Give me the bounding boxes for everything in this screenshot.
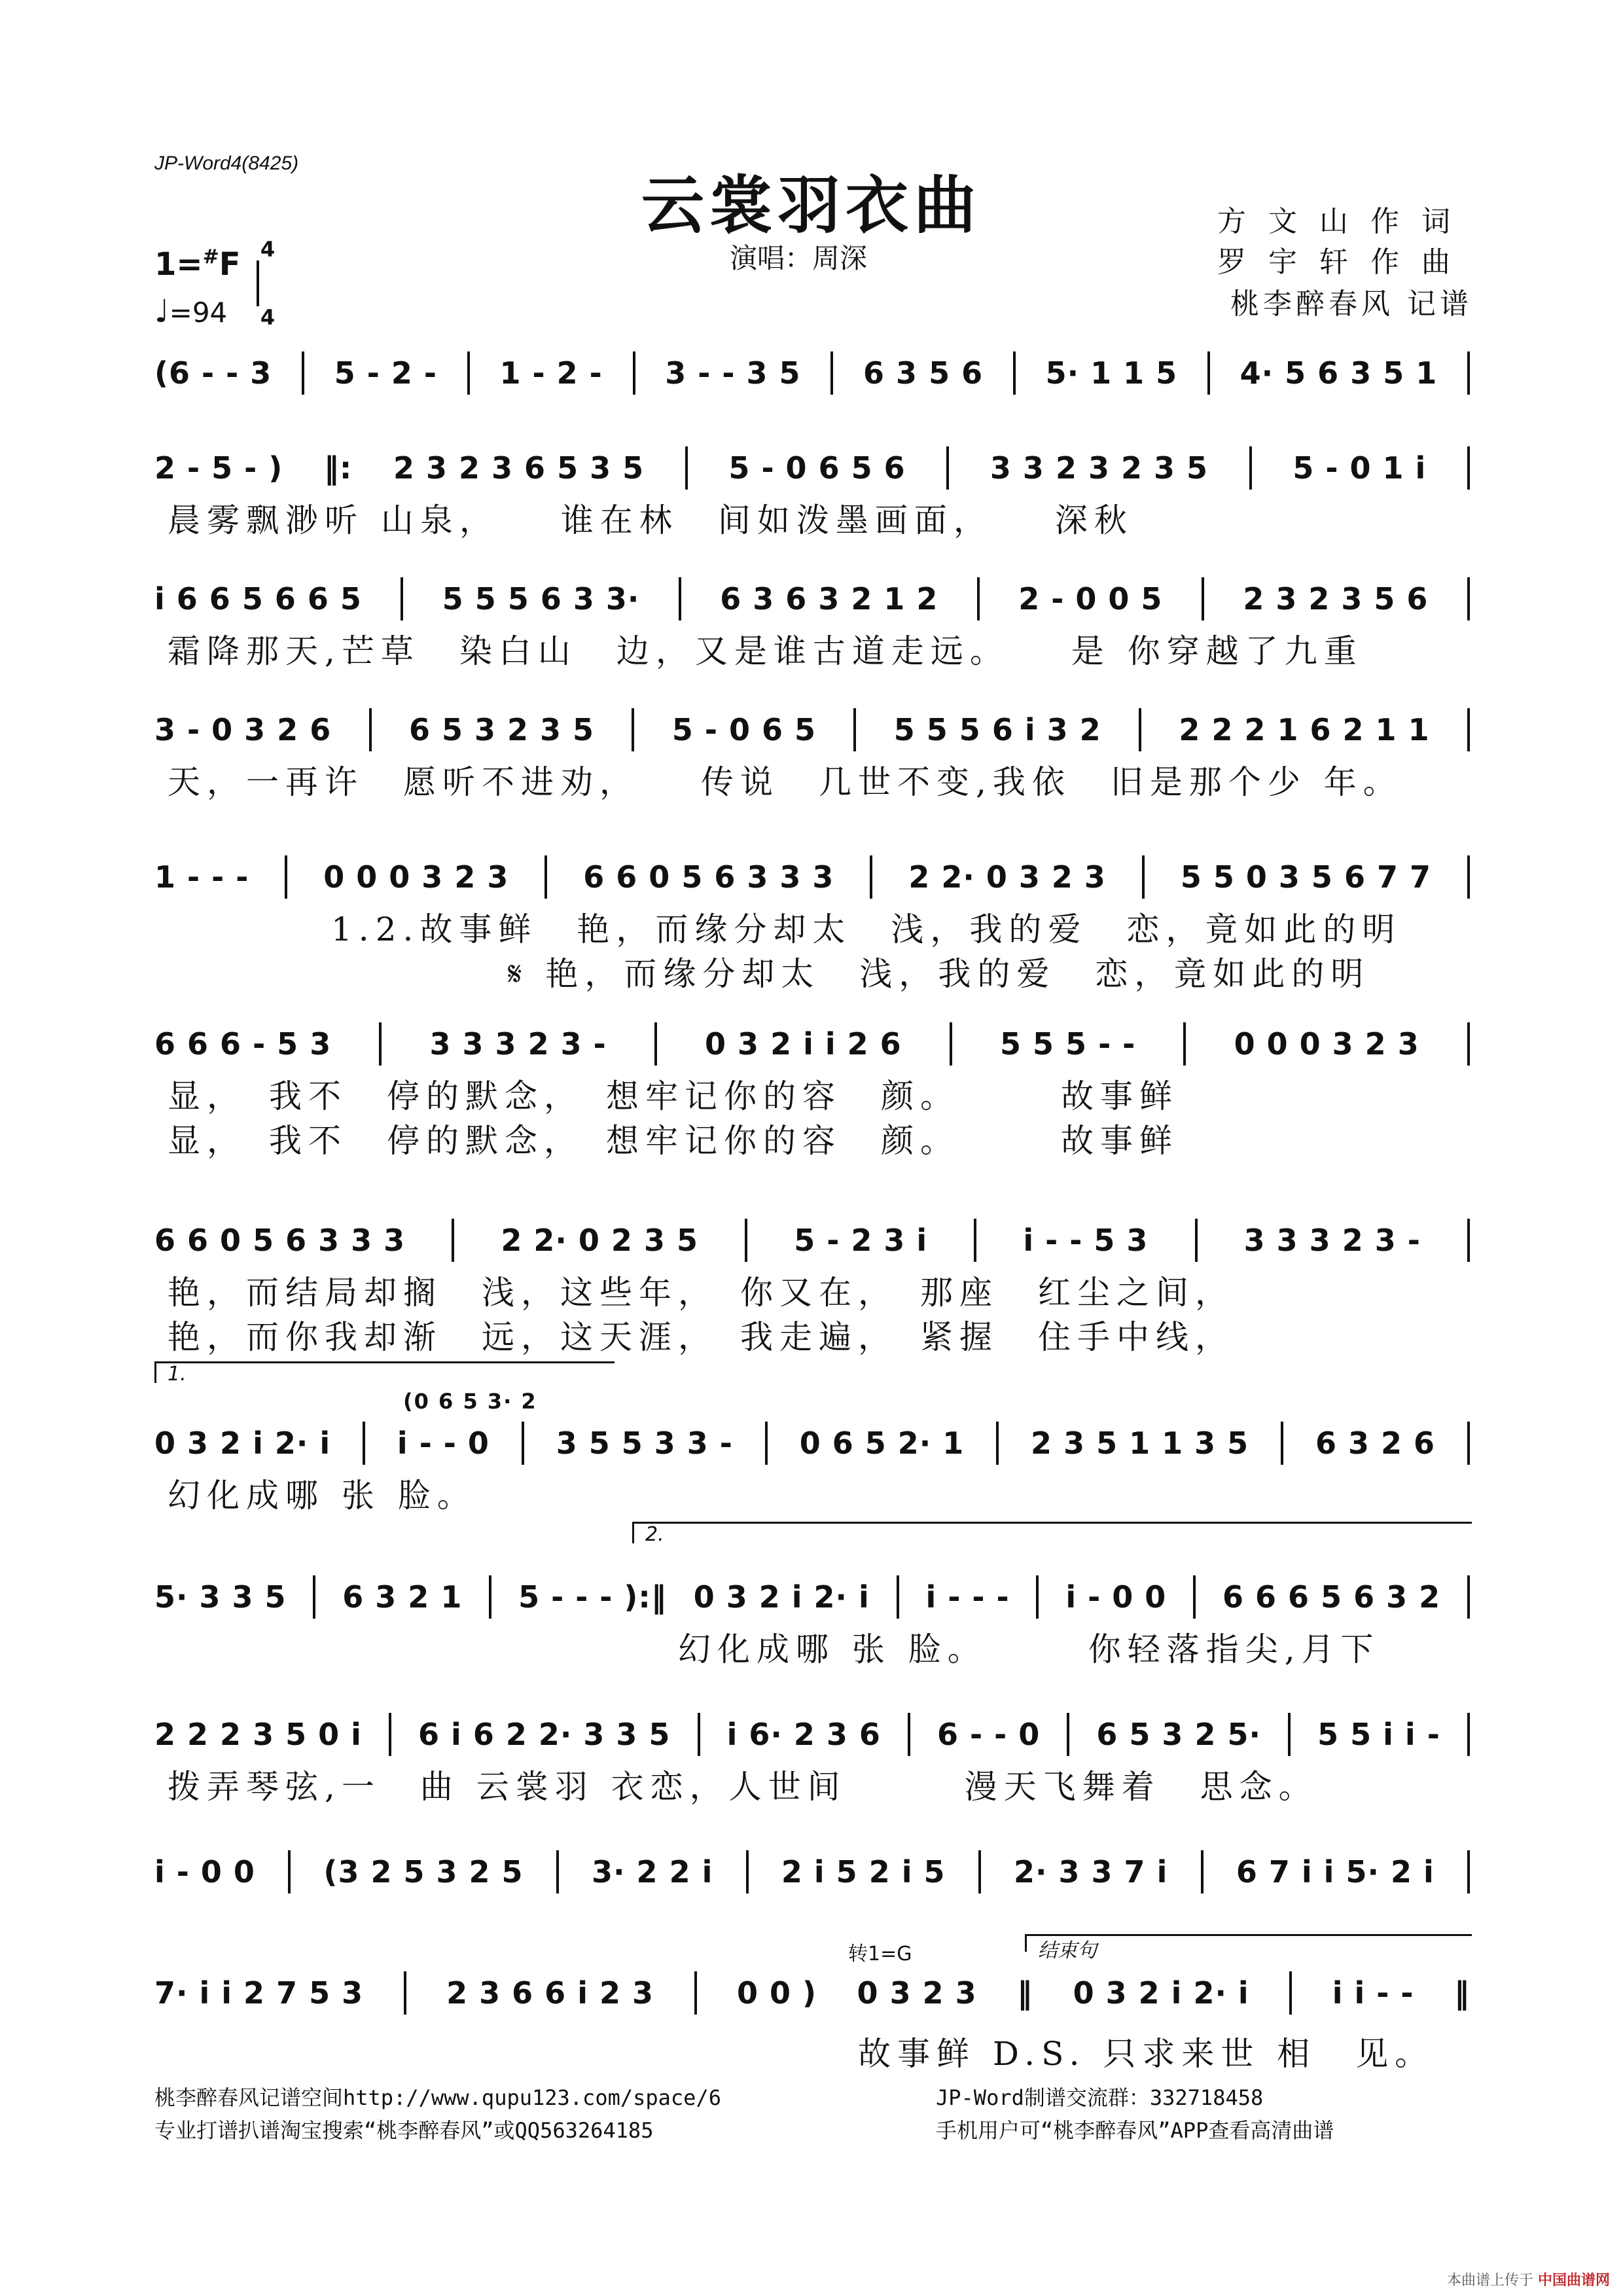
measure-notes: ‖ <box>1017 1975 1033 2011</box>
lyric-line: 显， 我不 停的默念， 想牢记你的容 颜。 故事鲜 <box>168 1077 1179 1115</box>
bar-line <box>654 1022 657 1066</box>
sharp-sign: # <box>202 245 219 268</box>
bar-line <box>1467 1219 1470 1262</box>
measure-notes: 0 0 0 3 2 3 <box>323 859 509 895</box>
measure-notes: 6 5 3 2 5· <box>1096 1717 1261 1752</box>
ending-label: 结束句 <box>1038 1939 1097 1962</box>
measure-notes: i 6 6 5 6 6 5 <box>154 581 362 617</box>
measure-notes: 5 5 5 6 3 3· <box>442 581 640 617</box>
bar-line <box>765 1422 768 1465</box>
volta-number: 2. <box>645 1523 664 1546</box>
bar-line <box>1467 446 1470 490</box>
bar-line <box>1467 1422 1470 1465</box>
measure-notes: 6 6 6 5 6 3 2 <box>1222 1579 1441 1615</box>
bar-line <box>908 1713 910 1756</box>
singer-label: 演唱：周深 <box>730 242 868 274</box>
lyricist-credit: 方文山作词 <box>1217 205 1472 238</box>
bar-line <box>1467 1022 1470 1066</box>
measure-notes: 2 3 2 3 6 5 3 5 <box>393 450 645 486</box>
measure-notes: 3· 2 2 i <box>592 1854 713 1890</box>
bar-line <box>870 855 872 899</box>
measure-notes: 5 - - - ):‖ <box>518 1579 667 1615</box>
tempo-value: =94 <box>169 296 228 329</box>
upload-stamp <box>1447 2269 1610 2289</box>
bar-line <box>1281 1422 1283 1465</box>
measure-notes: i i - - <box>1332 1975 1414 2011</box>
measure-notes: 6 3 6 3 2 1 2 <box>720 581 938 617</box>
score-row <box>154 1217 1470 1356</box>
measure-notes: 0 0 ) <box>736 1975 817 2011</box>
volta-bracket <box>154 1361 615 1383</box>
grace-phrase: (0 6 5 3· 2 <box>403 1389 537 1414</box>
measure-notes: 2 2 2 1 6 2 1 1 <box>1179 712 1430 747</box>
bar-line <box>1288 1713 1291 1756</box>
bar-line <box>302 351 304 395</box>
measure-notes: i - - 0 <box>397 1426 490 1461</box>
bar-line <box>698 1713 700 1756</box>
measure-notes: 1 - 2 - <box>499 355 603 391</box>
key-prefix: 1= <box>154 246 203 283</box>
measure-notes: 2 3 2 3 5 6 <box>1243 581 1429 617</box>
measure-notes: i - - - <box>925 1579 1010 1615</box>
bar-line <box>1142 855 1145 899</box>
tempo-marking <box>154 293 227 330</box>
measure-notes: 5 5 5 6 i 3 2 <box>893 712 1101 747</box>
measure-notes: 6 3 5 6 <box>863 355 984 391</box>
bar-line <box>1193 1575 1196 1619</box>
bar-line <box>1467 855 1470 899</box>
score-row <box>154 707 1470 801</box>
lyric-line: 艳，而结局却搁 浅，这些年， 你又在， 那座 红尘之间， <box>168 1274 1234 1312</box>
measure-notes: 3 3 3 2 3 - <box>1243 1223 1421 1258</box>
notation-line <box>154 445 1470 491</box>
measure-notes: ‖: <box>323 450 353 486</box>
modulation-mark: 转1=G <box>848 1943 912 1965</box>
bar-line <box>745 1219 747 1262</box>
measure-notes: 5 - 0 6 5 6 <box>728 450 906 486</box>
bar-line <box>853 708 856 751</box>
bar-line <box>467 351 470 395</box>
measure-notes: 2 2· 0 2 3 5 <box>501 1223 698 1258</box>
notation-line <box>154 1712 1470 1757</box>
notation-line <box>154 350 1470 396</box>
measure-notes: 6 7 i i 5· 2 i <box>1236 1854 1435 1890</box>
bar-line <box>950 1022 952 1066</box>
score-row <box>154 1021 1470 1160</box>
stamp-brand: 中国曲谱网 <box>1537 2272 1610 2289</box>
measure-notes: 6 3 2 1 <box>342 1579 463 1615</box>
measure-notes: i 6· 2 3 6 <box>726 1717 881 1752</box>
bar-line <box>978 1850 981 1893</box>
measure-notes: 4· 5 6 3 5 1 <box>1240 355 1438 391</box>
bar-line <box>313 1575 315 1619</box>
bar-line <box>489 1575 491 1619</box>
bar-line <box>389 1713 391 1756</box>
notation-line <box>154 1217 1470 1263</box>
measure-notes: 7· i i 2 7 5 3 <box>154 1975 364 2011</box>
measure-notes: (3 2 5 3 2 5 <box>323 1854 524 1890</box>
bar-line <box>1249 446 1252 490</box>
bar-line <box>1201 1850 1204 1893</box>
measure-notes: 0 6 5 2· 1 <box>799 1426 965 1461</box>
measure-notes: 2 - 5 - ) <box>154 450 283 486</box>
bar-line <box>1289 1971 1292 2015</box>
measure-notes: 2 - 0 0 5 <box>1018 581 1163 617</box>
bar-line <box>685 446 688 490</box>
bar-line <box>452 1219 454 1262</box>
bar-line <box>1195 1219 1198 1262</box>
measure-notes: 5 5 5 - - <box>1000 1026 1136 1062</box>
footer-left-line2: 专业打谱扒谱淘宝搜索“桃李醉春风”或QQ563264185 <box>154 2118 654 2143</box>
lyric-line: 晨雾飘渺听 山泉， 谁在林 间如泼墨画面， 深秋 <box>168 501 1133 539</box>
bar-line <box>379 1022 382 1066</box>
measure-notes: 0 3 2 i 2· i <box>1073 1975 1249 2011</box>
measure-notes: 2 3 5 1 1 3 5 <box>1031 1426 1249 1461</box>
lyric-line: 拨弄琴弦,一 曲 云裳羽 衣恋，人世间 漫天飞舞着 思念。 <box>168 1768 1318 1806</box>
bar-line <box>1013 351 1016 395</box>
notation-line <box>154 1849 1470 1895</box>
bar-line <box>401 577 403 620</box>
score-row <box>154 854 1470 993</box>
lyric-line: 霜降那天,芒草 染白山 边，又是谁古道走远。 是 你穿越了九重 <box>168 632 1363 670</box>
measure-notes: 0 3 2 3 <box>857 1975 977 2011</box>
time-signature-bottom: 4 <box>260 305 276 330</box>
measure-notes: 6 6 0 5 6 3 3 3 <box>154 1223 406 1258</box>
bar-line <box>285 855 287 899</box>
measure-notes: (6 - - 3 <box>154 355 272 391</box>
bar-line <box>1202 577 1204 620</box>
measure-notes: i - 0 0 <box>1065 1579 1167 1615</box>
measure-notes: 5· 1 1 5 <box>1045 355 1178 391</box>
score-row <box>154 1849 1470 1895</box>
measure-notes: 3 - 0 3 2 6 <box>154 712 332 747</box>
bar-line <box>632 708 634 751</box>
software-label: JP-Word4(8425) <box>154 152 299 174</box>
measure-notes: 0 3 2 i 2· i <box>693 1579 870 1615</box>
bar-line <box>996 1422 999 1465</box>
measure-notes: 2 i 5 2 i 5 <box>781 1854 946 1890</box>
measure-notes: 6 6 6 - 5 3 <box>154 1026 332 1062</box>
footer-left-line1: 桃李醉春风记谱空间http://www.qupu123.com/space/6 <box>154 2085 721 2110</box>
stamp-text: 本曲谱上传于 <box>1446 2272 1533 2289</box>
measure-notes: 2 2· 0 3 2 3 <box>908 859 1106 895</box>
bar-line <box>556 1850 559 1893</box>
volta-number: 1. <box>168 1363 187 1386</box>
bar-line <box>1467 1575 1470 1619</box>
bar-line <box>1467 708 1470 751</box>
measure-notes: 0 3 2 i i 2 6 <box>705 1026 902 1062</box>
time-signature-top: 4 <box>260 237 276 262</box>
notation-line <box>154 854 1470 900</box>
bar-line <box>1467 1713 1470 1756</box>
measure-notes: 2 3 6 6 i 2 3 <box>446 1975 654 2011</box>
song-title: 云裳羽衣曲 <box>641 168 982 242</box>
time-signature-bar <box>257 260 259 306</box>
score-row <box>154 1939 1470 2073</box>
notation-line <box>154 1574 1470 1620</box>
measure-notes: 3 5 5 3 3 - <box>556 1426 733 1461</box>
bar-line <box>897 1575 899 1619</box>
measure-notes: 6 3 2 6 <box>1315 1426 1436 1461</box>
notation-line <box>154 1420 1470 1466</box>
measure-notes: 5 5 i i - <box>1317 1717 1440 1752</box>
score-row <box>154 1523 1470 1668</box>
lyric-line: 幻化成哪 张 脸。 <box>168 1477 476 1515</box>
notation-line <box>154 707 1470 753</box>
measure-notes: 6 6 0 5 6 3 3 3 <box>583 859 834 895</box>
bar-line <box>946 446 949 490</box>
quarter-note-icon: ♩ <box>154 293 169 330</box>
measure-notes: 3 - - 3 5 <box>665 355 801 391</box>
bar-line <box>544 855 547 899</box>
score-row <box>154 1712 1470 1806</box>
transcriber-credit: 桃李醉春风 记谱 <box>1230 287 1472 321</box>
measure-notes: i - 0 0 <box>154 1854 255 1890</box>
score-row <box>154 350 1470 396</box>
measure-notes: 5· 3 3 5 <box>154 1579 287 1615</box>
measure-notes: 5 - 2 - <box>334 355 438 391</box>
bar-line <box>1183 1022 1186 1066</box>
notation-line <box>154 1021 1470 1067</box>
bar-line <box>1467 1850 1470 1893</box>
score-row <box>154 576 1470 670</box>
measure-notes: 0 3 2 i 2· i <box>154 1426 331 1461</box>
score-row <box>154 1363 1470 1515</box>
measure-notes: 3 3 3 2 3 - <box>429 1026 607 1062</box>
score-row <box>154 445 1470 539</box>
bar-line <box>977 577 980 620</box>
measure-notes: 5 - 0 6 5 <box>671 712 817 747</box>
lyric-line: 幻化成哪 张 脸。 你轻落指尖,月下 <box>678 1630 1380 1668</box>
bar-line <box>1067 1713 1069 1756</box>
bar-line <box>1036 1575 1039 1619</box>
measure-notes: 6 - - 0 <box>937 1717 1041 1752</box>
bar-line <box>1207 351 1210 395</box>
lyric-line: 𝄋 艳，而缘分却太 浅，我的爱 恋，竟如此的明 <box>508 955 1370 993</box>
measure-notes: 5 5 0 3 5 6 7 7 <box>1180 859 1432 895</box>
bar-line <box>522 1422 524 1465</box>
measure-notes: 5 - 0 1 i <box>1293 450 1427 486</box>
bar-line <box>830 351 833 395</box>
lyric-line: 故事鲜 D.S. 只求来世 相 见。 <box>858 2035 1435 2073</box>
time-signature <box>257 237 279 330</box>
bar-line <box>746 1850 749 1893</box>
key-note: F <box>219 246 241 283</box>
measure-notes: 0 0 0 3 2 3 <box>1234 1026 1419 1062</box>
measure-notes: 5 - 2 3 i <box>794 1223 928 1258</box>
lyric-line: 1.2.故事鲜 艳，而缘分却太 浅，我的爱 恋，竟如此的明 <box>331 910 1402 948</box>
measure-notes: ‖ <box>1454 1975 1470 2011</box>
bar-line <box>694 1971 697 2015</box>
footer-right-line1: JP-Word制谱交流群：332718458 <box>936 2085 1264 2110</box>
measure-notes: 1 - - - <box>154 859 249 895</box>
key-signature <box>154 245 241 283</box>
composer-credit: 罗宇轩作曲 <box>1217 245 1472 279</box>
measure-notes: 2 2 2 3 5 0 i <box>154 1717 362 1752</box>
notation-line <box>154 1970 1470 2016</box>
measure-notes: 6 i 6 2 2· 3 3 5 <box>418 1717 671 1752</box>
bar-line <box>974 1219 976 1262</box>
bar-line <box>288 1850 291 1893</box>
measure-notes: 2· 3 3 7 i <box>1014 1854 1168 1890</box>
measure-notes: i - - 5 3 <box>1023 1223 1149 1258</box>
lyric-line: 艳，而你我却渐 远，这天涯， 我走遍， 紧握 住手中线， <box>168 1318 1234 1356</box>
notation-line <box>154 576 1470 622</box>
bar-line <box>404 1971 406 2015</box>
bar-line <box>633 351 635 395</box>
lyric-line: 显， 我不 停的默念， 想牢记你的容 颜。 故事鲜 <box>168 1122 1179 1160</box>
bar-line <box>679 577 681 620</box>
bar-line <box>1467 351 1470 395</box>
bar-line <box>369 708 372 751</box>
volta-bracket <box>632 1522 1472 1543</box>
measure-notes: 6 5 3 2 3 5 <box>408 712 595 747</box>
measure-notes: 3 3 2 3 2 3 5 <box>990 450 1209 486</box>
bar-line <box>363 1422 365 1465</box>
footer-right-line2: 手机用户可“桃李醉春风”APP查看高清曲谱 <box>936 2118 1334 2143</box>
lyric-line: 天，一再许 愿听不进劝， 传说 几世不变,我依 旧是那个少 年。 <box>168 763 1402 801</box>
bar-line <box>1139 708 1141 751</box>
bar-line <box>1467 577 1470 620</box>
